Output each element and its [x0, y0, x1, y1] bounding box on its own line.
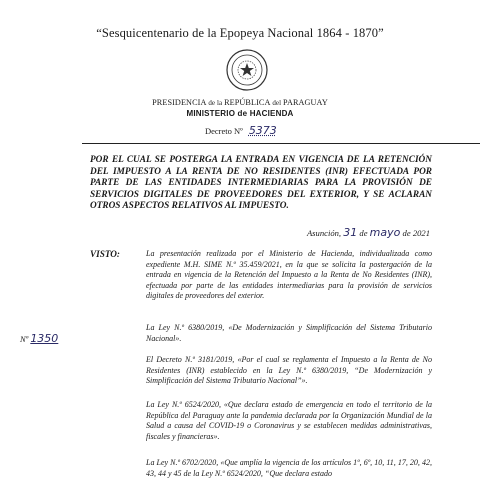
date-de-1: de — [359, 228, 368, 238]
national-seal-icon — [225, 48, 269, 92]
commemorative-motto: “Sesquicentenario de la Epopeya Nacional 1864 - 1870” — [96, 26, 384, 40]
presidency-main: PRESIDENCIA — [152, 98, 207, 107]
presidency-de: de la — [206, 99, 225, 107]
visto-label: VISTO: — [90, 249, 120, 259]
presidency-country: PARAGUAY — [283, 98, 328, 107]
margin-registry-number — [20, 332, 58, 345]
presidency-del: del — [270, 99, 284, 107]
date-month: mayo — [369, 226, 401, 239]
date-de-2: de — [402, 228, 411, 238]
date-day: 31 — [343, 226, 358, 239]
presidency-rep: REPÚBLICA — [224, 98, 271, 107]
date-year: 2021 — [412, 228, 430, 238]
visto-paragraph: La Ley N.º 6702/2020, «Que amplía la vigencia de los artículos 1º, 6º, 10, 11, 17, 20, 42, 43, 44 y 45 de la Ley N.º 6524/2020, “Que declara estado — [146, 458, 432, 478]
margin-number-label: Nº — [20, 334, 29, 344]
ministry-name: MINISTERIO de HACIENDA — [186, 109, 294, 118]
decree-number-line — [205, 124, 277, 137]
date-city: Asunción, — [306, 228, 342, 238]
visto-paragraph: La Ley N.º 6524/2020, «Que declara estado de emergencia en todo el territorio de la República del Paraguay ante la pandemia declarada por la Organización Mundial de la Salud a causa del COVID-19 o Coronavirus y se establecen medidas administrativas, fiscales y financieras». — [146, 400, 432, 441]
decree-number: 5373 — [248, 124, 277, 137]
visto-paragraph: La Ley N.º 6380/2019, «De Modernización y Simplificación del Sistema Tributario Nacional». — [146, 323, 432, 343]
presidency-line — [0, 98, 480, 107]
margin-number-value: 1350 — [30, 332, 59, 345]
decree-title: POR EL CUAL SE POSTERGA LA ENTRADA EN VIGENCIA DE LA RETENCIÓN DEL IMPUESTO A LA RENTA DE NO RESIDENTES (INR) EFECTUADA POR PARTE DE LAS ENTIDADES INTERMEDIARIAS PARA LA PROVISIÓN DE SERVICIOS DIGITALES DE PROVEEDORES DEL EXTERIOR, Y SE ACLARAN OTROS ASPECTOS RELATIVOS AL IMPUESTO. — [90, 155, 432, 212]
header-divider — [82, 143, 480, 144]
decree-label: Decreto Nº — [205, 126, 243, 136]
visto-paragraph: El Decreto N.º 3181/2019, «Por el cual se reglamenta el Impuesto a la Renta de No Residentes (INR) establecido en la Ley N.º 6380/2019, “De Modernización y Simplificación del Sistema Tributario Nacional”». — [146, 355, 432, 385]
visto-paragraph: La presentación realizada por el Ministerio de Hacienda, individualizada como expediente M.H. SIME N.º 35.459/2021, en la que se solicita la postergación de la entrada en vigencia de la Retención del Impuesto a la Renta de No Residentes (INR), efectuada por parte de las entidades intermediarias para la provisión de servicios digitales de proveedores del exterior. — [146, 249, 432, 300]
dateline — [250, 226, 430, 239]
